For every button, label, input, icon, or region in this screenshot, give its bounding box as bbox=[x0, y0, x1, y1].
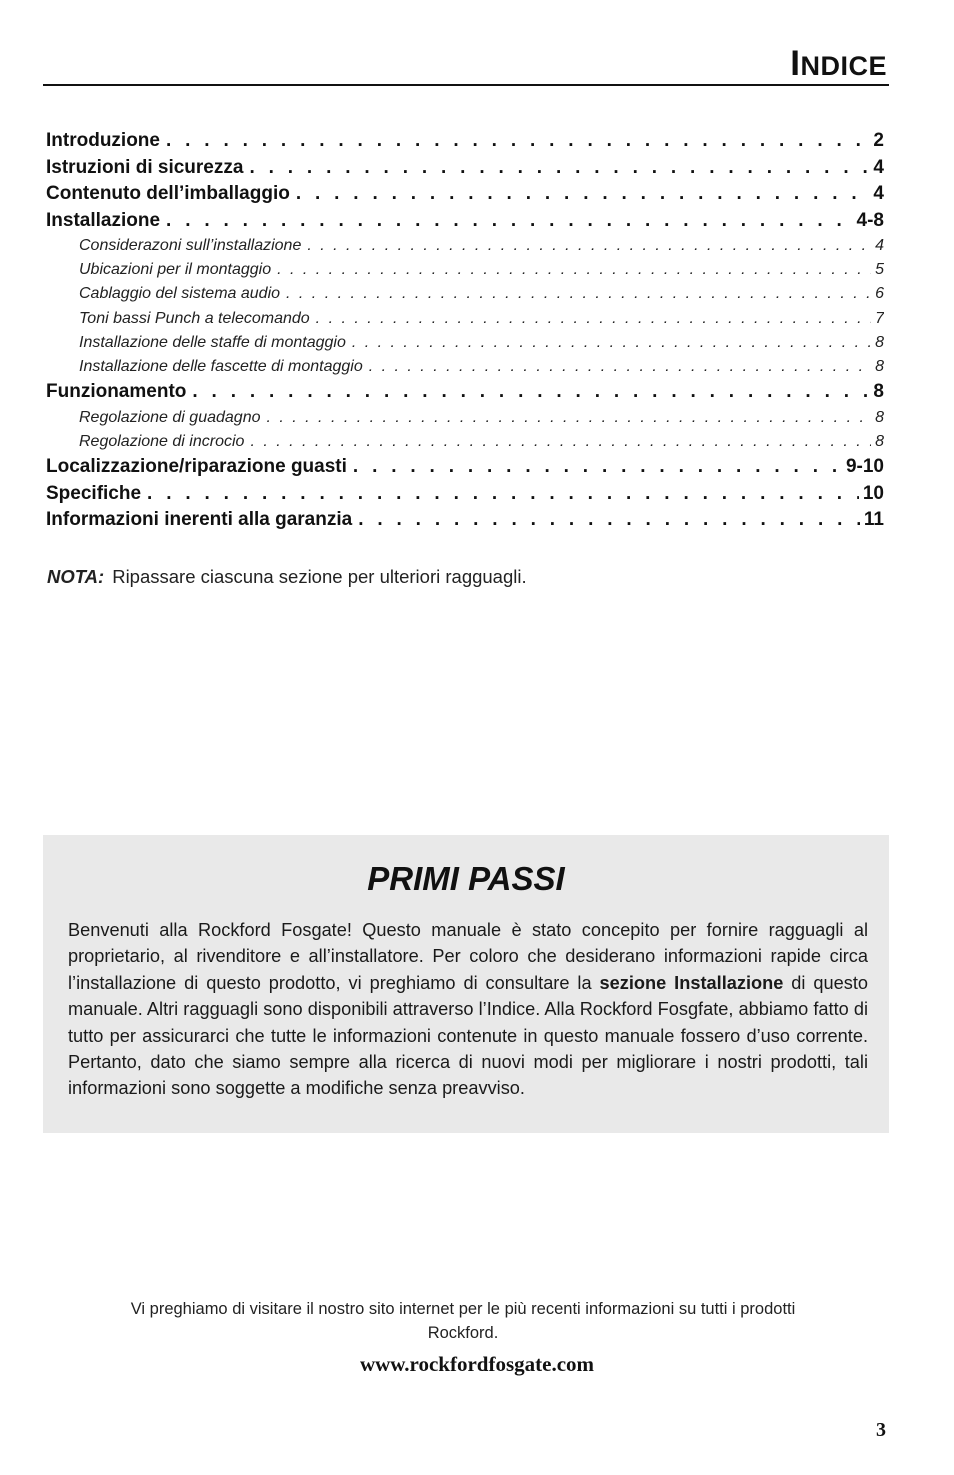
getting-started-text bbox=[68, 917, 868, 1102]
toc-entry-label: Regolazione di guadagno bbox=[79, 408, 261, 426]
toc-leader-dots bbox=[369, 355, 871, 379]
table-of-contents bbox=[46, 128, 884, 534]
toc-entry-page: 4 bbox=[873, 183, 884, 204]
toc-leader-dots bbox=[266, 406, 871, 430]
toc-entry-page: 9-10 bbox=[845, 456, 884, 477]
toc-entry-localizzazione[interactable] bbox=[46, 454, 884, 481]
toc-entry-label: Introduzione bbox=[46, 130, 160, 151]
toc-entry-page: 8 bbox=[875, 408, 884, 426]
toc-entry-label: Ubicazioni per il montaggio bbox=[79, 261, 272, 279]
toc-entry-page: 2 bbox=[873, 130, 884, 151]
toc-entry-page: 10 bbox=[862, 482, 884, 504]
toc-entry-label: Contenuto dell’imballaggio bbox=[46, 183, 290, 204]
toc-subentry-cablaggio[interactable] bbox=[46, 282, 884, 306]
toc-subentry-considerazioni[interactable] bbox=[46, 234, 884, 258]
toc-entry-label: Funzionamento bbox=[46, 381, 187, 403]
toc-leader-dots bbox=[250, 430, 871, 454]
toc-leader-dots bbox=[147, 481, 859, 508]
toc-entry-label: Considerazoni sull’installazione bbox=[79, 237, 302, 254]
toc-leader-dots bbox=[166, 128, 869, 155]
header-divider bbox=[43, 84, 889, 86]
intro-text-part: di questo manuale. Altri ragguagli sono disponibili attraverso l’Indice. Alla Rockford Fosgfate, abbiamo fatto di tutto per assicurarci che tutte le informazioni contenute in questo manuale fossero d’uso corrente. Pertanto, dato che siamo sempre alla ricerca di nuovi modi per migliorare i nostri prodotti, tali informazioni sono soggette a modifiche senza preavviso. bbox=[68, 972, 868, 1099]
toc-entry-page: 11 bbox=[863, 509, 884, 530]
toc-entry-page: 4 bbox=[875, 237, 884, 254]
toc-entry-label: Cablaggio del sistema audio bbox=[79, 285, 281, 303]
toc-entry-specifiche[interactable] bbox=[46, 481, 884, 508]
toc-entry-label: Installazione delle staffe di montaggio bbox=[79, 333, 346, 351]
toc-subentry-toni-bassi[interactable] bbox=[46, 307, 884, 331]
toc-leader-dots bbox=[296, 181, 870, 208]
toc-entry-page: 4 bbox=[873, 156, 884, 178]
toc-leader-dots bbox=[358, 507, 860, 534]
toc-entry-garanzia[interactable] bbox=[46, 507, 884, 534]
toc-entry-label: Toni bassi Punch a telecomando bbox=[79, 309, 310, 327]
toc-entry-page: 4-8 bbox=[856, 209, 884, 231]
toc-leader-dots bbox=[307, 234, 871, 258]
toc-entry-label: Installazione bbox=[46, 209, 161, 231]
page-title bbox=[790, 44, 887, 84]
note bbox=[47, 566, 527, 588]
toc-entry-label: Specifiche bbox=[46, 482, 142, 504]
note-label: NOTA: bbox=[47, 566, 105, 587]
toc-leader-dots bbox=[249, 155, 869, 182]
toc-entry-sicurezza[interactable] bbox=[46, 155, 884, 182]
toc-leader-dots bbox=[192, 379, 869, 406]
toc-subentry-staffe[interactable] bbox=[46, 331, 884, 355]
toc-entry-contenuto[interactable] bbox=[46, 181, 884, 208]
toc-entry-label: Installazione delle fascette di montaggio bbox=[79, 357, 363, 375]
toc-leader-dots bbox=[352, 331, 871, 355]
toc-entry-introduzione[interactable] bbox=[46, 128, 884, 155]
toc-entry-page: 8 bbox=[875, 357, 884, 375]
toc-leader-dots bbox=[166, 208, 853, 235]
website-link[interactable]: www.rockfordfosgate.com bbox=[359, 1352, 595, 1376]
toc-subentry-incrocio[interactable] bbox=[46, 430, 884, 454]
toc-entry-page: 7 bbox=[875, 309, 884, 327]
getting-started-box bbox=[43, 835, 889, 1133]
toc-entry-page: 5 bbox=[875, 261, 884, 279]
note-text: Ripassare ciascuna sezione per ulteriori ragguagli. bbox=[112, 566, 527, 587]
installation-section-emphasis: sezione Installazione bbox=[599, 972, 784, 993]
toc-entry-installazione[interactable] bbox=[46, 208, 884, 235]
toc-subentry-ubicazioni[interactable] bbox=[46, 258, 884, 282]
toc-leader-dots bbox=[353, 454, 842, 481]
toc-entry-page: 8 bbox=[875, 333, 884, 351]
website-invitation: Vi preghiamo di visitare il nostro sito internet per le più recenti informazioni su tutti i prodotti Rockford. bbox=[130, 1300, 796, 1342]
toc-entry-label: Informazioni inerenti alla garanzia bbox=[46, 509, 353, 530]
toc-entry-page: 6 bbox=[875, 285, 884, 303]
getting-started-title: PRIMI PASSI bbox=[367, 860, 565, 897]
page-number: 3 bbox=[876, 1419, 886, 1441]
toc-entry-page: 8 bbox=[875, 432, 884, 450]
toc-leader-dots bbox=[277, 258, 871, 282]
toc-subentry-fascette[interactable] bbox=[46, 355, 884, 379]
toc-entry-label: Regolazione di incrocio bbox=[79, 432, 245, 450]
toc-entry-funzionamento[interactable] bbox=[46, 379, 884, 406]
toc-subentry-guadagno[interactable] bbox=[46, 406, 884, 430]
page-title-initial: I bbox=[790, 44, 801, 83]
toc-leader-dots bbox=[286, 282, 871, 306]
intro-text-part: Benvenuti alla Rockford Fosgate! Questo manuale è stato concepito per fornire ragguagli al proprietario, al rivenditore e all’installatore. Per coloro che desiderano informazioni rapide circa l’installazione di questo prodotto, vi preghiamo di consultare la bbox=[68, 920, 868, 993]
toc-entry-label: Localizzazione/riparazione guasti bbox=[46, 456, 347, 477]
toc-entry-label: Istruzioni di sicurezza bbox=[46, 156, 244, 178]
toc-leader-dots bbox=[316, 307, 871, 331]
toc-entry-page: 8 bbox=[873, 381, 884, 403]
page-title-rest: NDICE bbox=[800, 51, 887, 81]
